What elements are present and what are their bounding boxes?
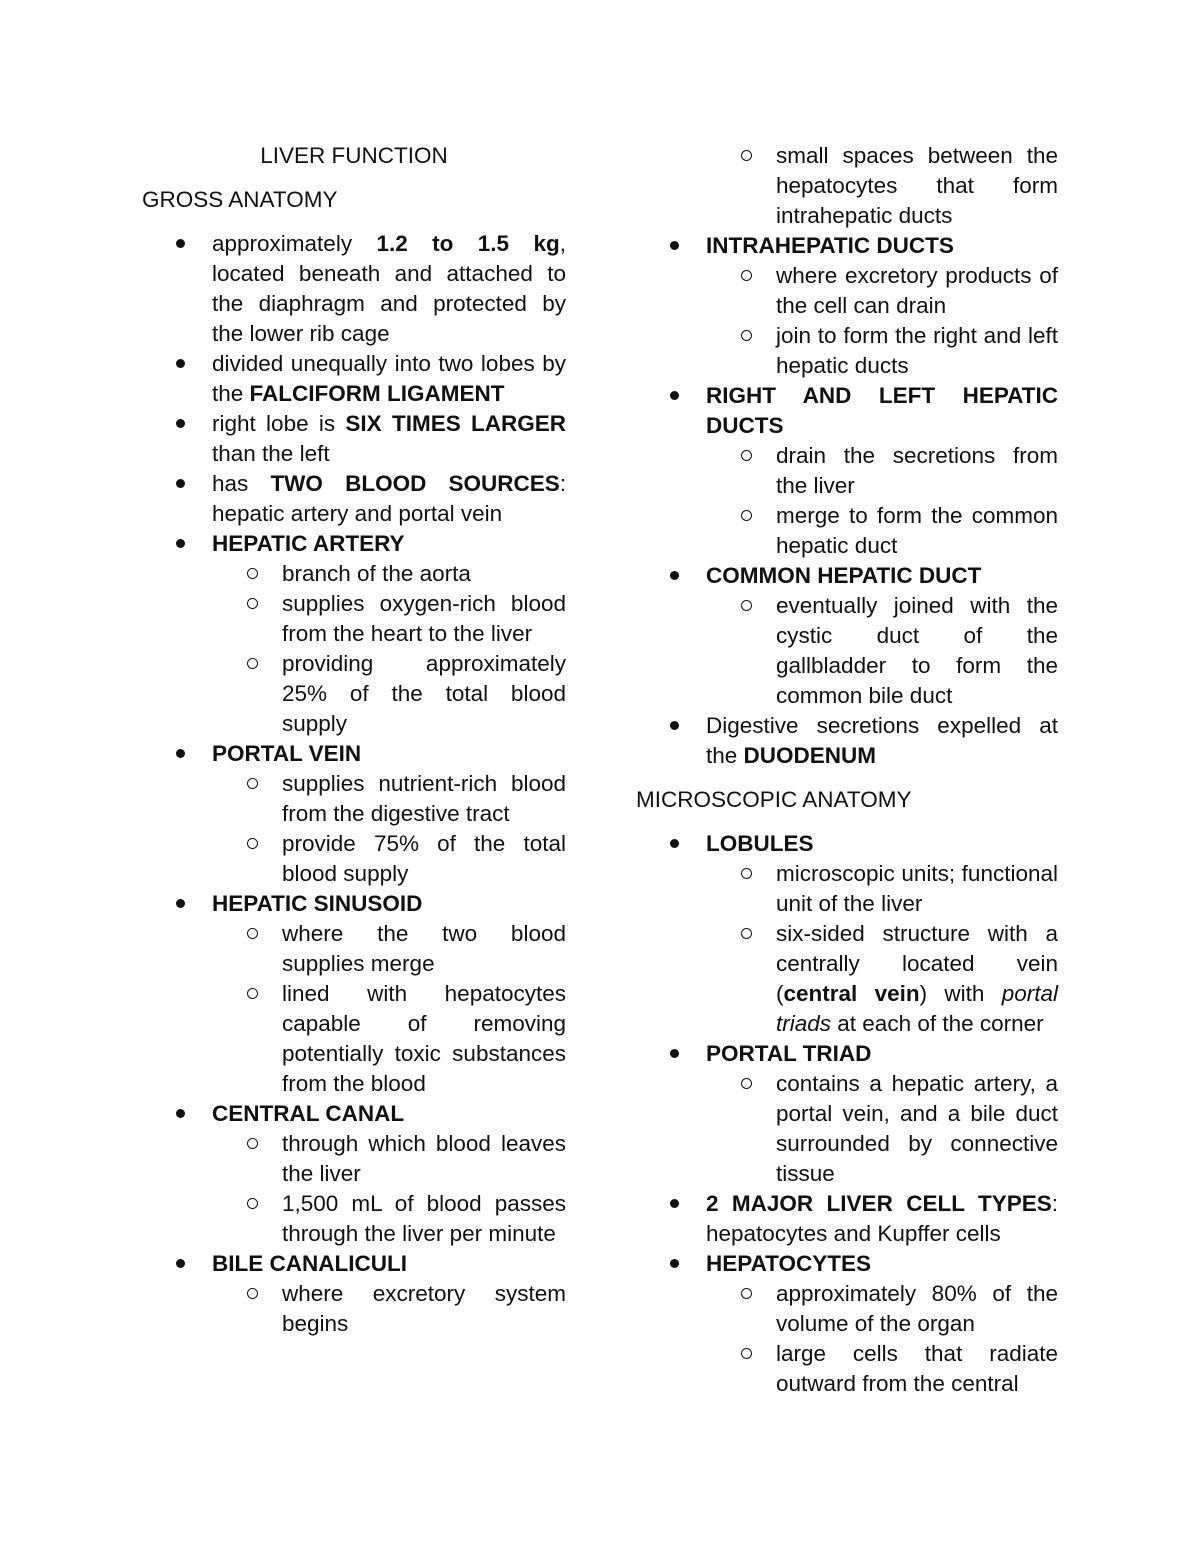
circle-bullet-icon: [247, 598, 258, 609]
bullet-icon: [176, 239, 185, 248]
sub-list-item: join to form the right and left hepatic ducts: [706, 321, 1058, 381]
list-item: HEPATOCYTES approximately 80% of the volume of the organ large cells that radiate outward from the central: [636, 1249, 1058, 1399]
sub-list-item: eventually joined with the cystic duct of the gallbladder to form the common bile duct: [706, 591, 1058, 711]
sub-list-item: supplies nutrient-rich blood from the digestive tract: [212, 769, 566, 829]
list-item: right lobe is SIX TIMES LARGER than the left: [142, 409, 566, 469]
bullet-icon: [176, 479, 185, 488]
circle-bullet-icon: [247, 928, 258, 939]
bullet-icon: [176, 419, 185, 428]
bullet-icon: [176, 539, 185, 548]
circle-bullet-icon: [247, 1138, 258, 1149]
circle-bullet-icon: [741, 150, 752, 161]
bullet-icon: [670, 571, 679, 580]
circle-bullet-icon: [247, 778, 258, 789]
list-item: divided unequally into two lobes by the FALCIFORM LIGAMENT: [142, 349, 566, 409]
section-heading-gross-anatomy: GROSS ANATOMY: [142, 187, 338, 212]
list-item: 2 MAJOR LIVER CELL TYPES: hepatocytes and Kupffer cells: [636, 1189, 1058, 1249]
sub-list-item: where the two blood supplies merge: [212, 919, 566, 979]
sub-list-item: lined with hepatocytes capable of removing potentially toxic substances from the blood: [212, 979, 566, 1099]
bullet-icon: [176, 1259, 185, 1268]
sub-list-item: branch of the aorta: [212, 559, 566, 589]
sub-list-item: six-sided structure with a centrally located vein (central vein) with portal triads at each of the corner: [706, 919, 1058, 1039]
left-column: [142, 141, 566, 1339]
circle-bullet-icon: [741, 600, 752, 611]
sub-list-item: through which blood leaves the liver: [212, 1129, 566, 1189]
microscopic-anatomy-list: [636, 829, 1058, 1399]
circle-bullet-icon: [741, 868, 752, 879]
document-title: LIVER FUNCTION: [260, 143, 448, 168]
list-item: LOBULES microscopic units; functional unit of the liver six-sided structure with a centrally located vein (central vein) with portal triads at each of the corner: [636, 829, 1058, 1039]
bullet-icon: [176, 899, 185, 908]
circle-bullet-icon: [741, 1288, 752, 1299]
section-heading-microscopic-anatomy: MICROSCOPIC ANATOMY: [636, 787, 912, 812]
bullet-icon: [176, 749, 185, 758]
circle-bullet-icon: [741, 1078, 752, 1089]
list-item: BILE CANALICULI where excretory system begins: [142, 1249, 566, 1339]
bullet-icon: [670, 1049, 679, 1058]
circle-bullet-icon: [741, 510, 752, 521]
bullet-icon: [670, 391, 679, 400]
list-item: Digestive secretions expelled at the DUODENUM: [636, 711, 1058, 771]
circle-bullet-icon: [247, 568, 258, 579]
sub-list-item: where excretory system begins: [212, 1279, 566, 1339]
right-column: [636, 141, 1058, 1399]
list-item: PORTAL VEIN supplies nutrient-rich blood from the digestive tract provide 75% of the total blood supply: [142, 739, 566, 889]
gross-anatomy-list: [142, 229, 566, 1339]
list-item: CENTRAL CANAL through which blood leaves the liver 1,500 mL of blood passes through the liver per minute: [142, 1099, 566, 1249]
circle-bullet-icon: [247, 1198, 258, 1209]
bullet-icon: [670, 241, 679, 250]
sub-list-item: microscopic units; functional unit of the liver: [706, 859, 1058, 919]
bullet-icon: [670, 839, 679, 848]
sub-list-item: approximately 80% of the volume of the organ: [706, 1279, 1058, 1339]
circle-bullet-icon: [247, 658, 258, 669]
list-item: RIGHT AND LEFT HEPATIC DUCTS drain the secretions from the liver merge to form the common hepatic duct: [636, 381, 1058, 561]
bullet-icon: [670, 1199, 679, 1208]
sub-list-item: supplies oxygen-rich blood from the heart to the liver: [212, 589, 566, 649]
list-item: HEPATIC SINUSOID where the two blood supplies merge lined with hepatocytes capable of removing potentially toxic substances from the blood: [142, 889, 566, 1099]
sub-list-item: merge to form the common hepatic duct: [706, 501, 1058, 561]
list-item: has TWO BLOOD SOURCES: hepatic artery and portal vein: [142, 469, 566, 529]
list-item: PORTAL TRIAD contains a hepatic artery, a portal vein, and a bile duct surrounded by connective tissue: [636, 1039, 1058, 1189]
sub-list-item: large cells that radiate outward from the central: [706, 1339, 1058, 1399]
bullet-icon: [670, 1259, 679, 1268]
gross-anatomy-list-continued: [636, 231, 1058, 771]
sub-list-item: 1,500 mL of blood passes through the liver per minute: [212, 1189, 566, 1249]
circle-bullet-icon: [741, 270, 752, 281]
circle-bullet-icon: [247, 988, 258, 999]
list-item: COMMON HEPATIC DUCT eventually joined with the cystic duct of the gallbladder to form the common bile duct: [636, 561, 1058, 711]
sub-list-item: provide 75% of the total blood supply: [212, 829, 566, 889]
sub-list-item: where excretory products of the cell can drain: [706, 261, 1058, 321]
continued-sub-list: [636, 141, 1058, 231]
sub-list-item: providing approximately 25% of the total blood supply: [212, 649, 566, 739]
circle-bullet-icon: [741, 330, 752, 341]
sub-list-item: contains a hepatic artery, a portal vein, and a bile duct surrounded by connective tissue: [706, 1069, 1058, 1189]
list-item: approximately 1.2 to 1.5 kg, located beneath and attached to the diaphragm and protected by the lower rib cage: [142, 229, 566, 349]
bullet-icon: [670, 721, 679, 730]
circle-bullet-icon: [741, 928, 752, 939]
circle-bullet-icon: [247, 1288, 258, 1299]
bullet-icon: [176, 1109, 185, 1118]
list-item: HEPATIC ARTERY branch of the aorta supplies oxygen-rich blood from the heart to the liver providing approximately 25% of the total blood supply: [142, 529, 566, 739]
circle-bullet-icon: [741, 450, 752, 461]
circle-bullet-icon: [741, 1348, 752, 1359]
sub-list-item: small spaces between the hepatocytes that form intrahepatic ducts: [636, 141, 1058, 231]
circle-bullet-icon: [247, 838, 258, 849]
bullet-icon: [176, 359, 185, 368]
sub-list-item: drain the secretions from the liver: [706, 441, 1058, 501]
list-item: INTRAHEPATIC DUCTS where excretory products of the cell can drain join to form the right and left hepatic ducts: [636, 231, 1058, 381]
